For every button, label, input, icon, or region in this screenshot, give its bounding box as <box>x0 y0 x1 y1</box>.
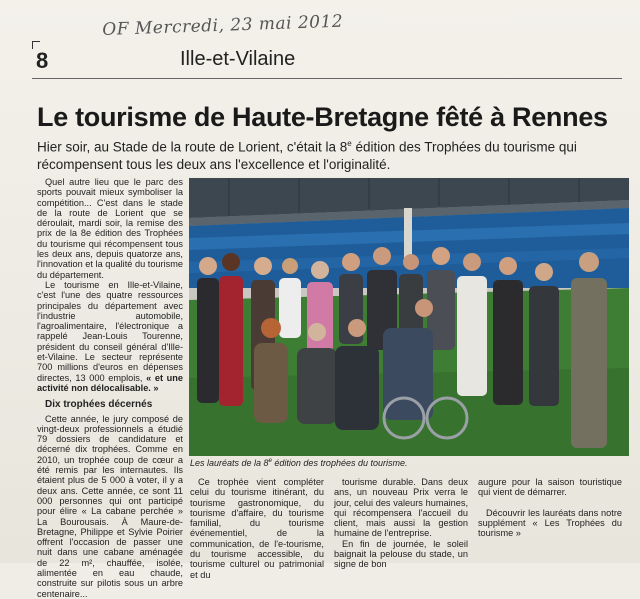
left-column <box>37 177 183 599</box>
page-number: 8 <box>36 48 49 73</box>
paragraph-emphasis: « et une activité non délocalisable. » <box>37 372 184 393</box>
paragraph: Cette année, le jury composé de vingt-deux professionnels a étudié 79 dossiers de candidature et décerné dix trophées. Comme en 2010, un trophée coup de cœur a été remis par les internautes. Ils étaient plus de 5 000 à voter, il y a deux ans. Cette année, ce sont 11 000 personnes qui ont participé pour élire « La cabane perchée » La Bourousais. À Maure-de-Bretagne, Philippe et Sylvie Poirier offrent l'occasion de passer une nuit dans une cabane aménagée de 22 m², chauffée, isolée, alimentée en eau chaude, construite sur pilotis sous un arbre centenaire... <box>37 413 183 599</box>
headline: Le tourisme de Haute-Bretagne fêté à Rennes <box>37 102 608 132</box>
paragraph: En fin de journée, le soleil baignait la pelouse du stade, un signe de bon <box>334 538 468 570</box>
stadium-photo-illustration <box>189 178 629 456</box>
section-title: Ille-et-Vilaine <box>180 48 296 70</box>
bottom-column-2 <box>334 477 468 570</box>
paragraph: Découvrir les lauréats dans notre supplément « Les Trophées du tourisme » <box>478 507 622 539</box>
group-photo <box>189 178 629 456</box>
bottom-column-3 <box>478 477 622 538</box>
paragraph: Ce trophée vient compléter celui du tourisme itinérant, du tourisme gastronomique, du tourisme d'affaire, du tourisme familial, du tourisme événementiel, de la communication, de l'e-tourisme, du tourisme accessible, du tourisme culturel ou patrimonial et du <box>190 477 324 580</box>
caption-superscript: e <box>268 458 272 464</box>
caption-part-2: édition des trophées du tourisme. <box>271 458 408 468</box>
lede-part-2: édition des Trophées du tourisme qui récompensent tous les deux ans l'excellence et l'originalité. <box>37 139 577 172</box>
handwritten-annotation: OF Mercredi, 23 mai 2012 <box>102 11 344 40</box>
photo-caption <box>190 458 408 468</box>
paragraph: tourisme durable. Dans deux ans, un nouveau Prix verra le jour, celui des valeurs humaines, qui récompensera l'accueil du client, mais aussi la gestion humaine de l'entreprise. <box>334 477 468 539</box>
paragraph: augure pour la saison touristique qui vient de démarrer. <box>478 477 622 498</box>
paragraph-text: Le tourisme en Ille-et-Vilaine, c'est l'une des quatre ressources principales du département avec l'industrie automobile, l'agroalimentaire, l'électronique a rappelé Jean-Louis Tourenne, président du conseil général d'Ille-et-Vilaine. Le secteur représente 700 millions d'euros en dépenses directes, 13 000 emplois, <box>37 279 183 383</box>
paragraph: Quel autre lieu que le parc des sports pouvait mieux symboliser la compétition... C'est dans le stade de la route de Lorient que se déroulait, mardi soir, la remise des prix de la 8e édition des Trophées du tourisme qui récompensent tous les deux ans, depuis quatorze ans, l'innovation et la qualité du tourisme du département. <box>37 177 183 280</box>
caption-part-1: Les lauréats de la 8 <box>190 458 269 468</box>
paragraph <box>37 280 183 393</box>
lede <box>37 135 617 173</box>
subheading: Dix trophées décernés <box>45 399 153 411</box>
lede-superscript: e <box>347 139 352 148</box>
header-rule <box>32 78 622 79</box>
bottom-column-1 <box>190 477 324 580</box>
lede-part-1: Hier soir, au Stade de la route de Lorient, c'était la 8 <box>37 139 348 155</box>
